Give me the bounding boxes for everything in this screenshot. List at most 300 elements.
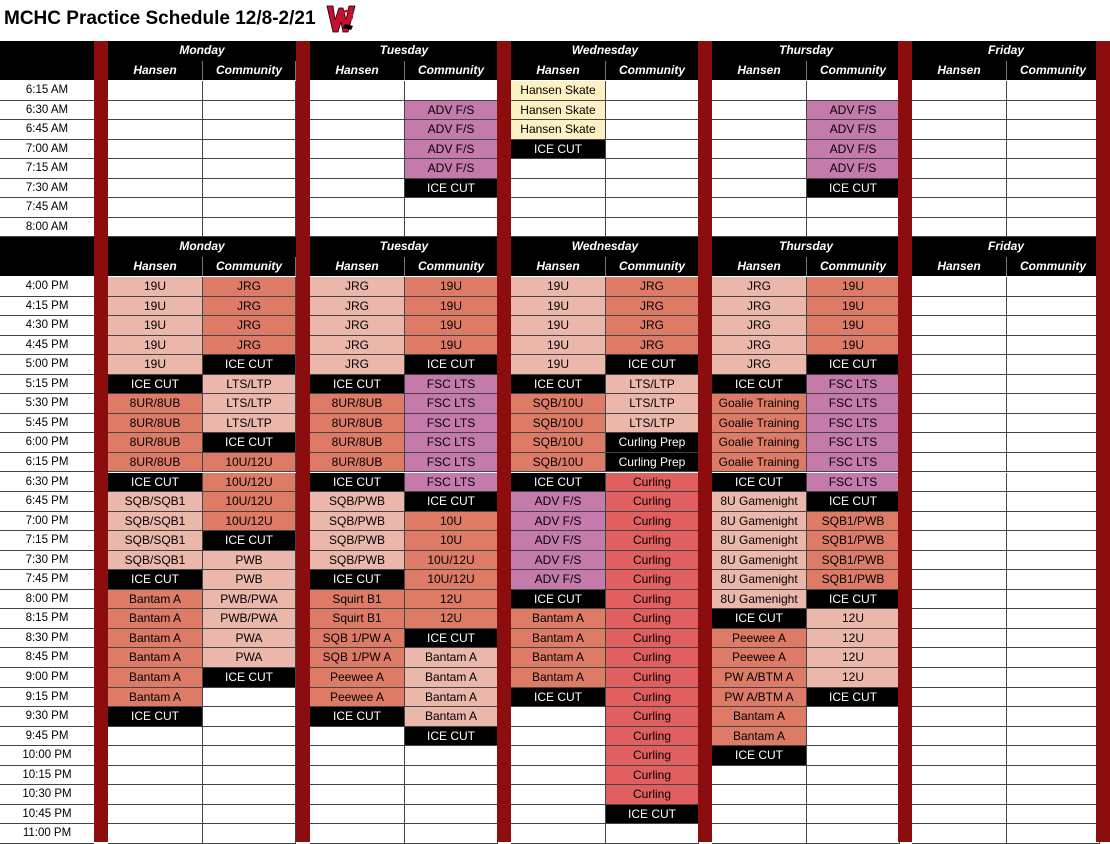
schedule-slot: 10U/12U [405,551,498,571]
day-header-thursday: Thursday [712,237,900,257]
empty-slot [606,198,699,218]
time-label: 7:00 PM [0,512,94,532]
empty-slot [912,707,1007,727]
schedule-slot: Bantam A [405,707,498,727]
empty-slot [1007,179,1100,199]
empty-slot [912,355,1007,375]
empty-slot [203,746,296,766]
schedule-slot: 19U [511,277,606,297]
time-label: 7:15 AM [0,159,94,179]
empty-slot [912,766,1007,786]
empty-slot [1007,355,1100,375]
schedule-slot: Curling [606,609,699,629]
empty-slot [405,824,498,844]
empty-slot [310,159,405,179]
empty-slot [1007,375,1100,395]
schedule-slot: ICE CUT [511,590,606,610]
time-label: 5:00 PM [0,355,94,375]
rink-header-community: Community [405,257,498,276]
day-header-friday: Friday [912,41,1100,61]
day-separator [94,41,108,842]
schedule-slot: 19U [108,336,203,356]
empty-slot [807,218,900,238]
schedule-slot: Curling [606,707,699,727]
schedule-slot: Curling Prep [606,433,699,453]
schedule-slot: 19U [511,336,606,356]
schedule-slot: Curling [606,590,699,610]
empty-slot [511,179,606,199]
empty-slot [108,746,203,766]
schedule-slot: JRG [310,336,405,356]
day-separator [898,41,912,842]
schedule-slot: ADV F/S [405,159,498,179]
empty-slot [405,805,498,825]
empty-slot [912,609,1007,629]
empty-slot [405,81,498,101]
rink-header-hansen: Hansen [108,257,203,276]
schedule-slot: SQB1/PWB [807,551,900,571]
schedule-slot: SQB/10U [511,433,606,453]
time-label: 9:30 PM [0,707,94,727]
empty-slot [912,727,1007,747]
schedule-slot: ICE CUT [203,531,296,551]
empty-slot [912,179,1007,199]
schedule-slot: LTS/LTP [203,375,296,395]
schedule-slot: 10U/12U [203,512,296,532]
schedule-slot: 8U Gamenight [712,531,807,551]
empty-slot [912,746,1007,766]
schedule-slot: ADV F/S [807,101,900,121]
empty-slot [310,766,405,786]
schedule-slot: Curling [606,492,699,512]
schedule-slot: 8U Gamenight [712,492,807,512]
schedule-slot: SQB/PWB [310,512,405,532]
schedule-slot: ICE CUT [405,179,498,199]
schedule-slot: Bantam A [108,629,203,649]
schedule-slot: 19U [511,297,606,317]
schedule-slot: ICE CUT [108,473,203,493]
schedule-slot: ICE CUT [310,375,405,395]
empty-slot [203,179,296,199]
empty-slot [912,531,1007,551]
empty-slot [606,218,699,238]
schedule-slot: 8UR/8UB [108,414,203,434]
empty-slot [912,805,1007,825]
schedule-slot: 12U [405,590,498,610]
time-label: 4:30 PM [0,316,94,336]
empty-slot [310,785,405,805]
empty-slot [912,394,1007,414]
empty-slot [108,159,203,179]
schedule-slot: SQB/10U [511,394,606,414]
schedule-slot: 8UR/8UB [108,433,203,453]
time-label: 6:45 PM [0,492,94,512]
empty-slot [712,198,807,218]
schedule-slot: FSC LTS [405,453,498,473]
time-label: 6:30 PM [0,473,94,493]
empty-slot [912,512,1007,532]
empty-slot [1007,414,1100,434]
time-label: 10:00 PM [0,746,94,766]
empty-slot [310,140,405,160]
empty-slot [606,140,699,160]
empty-slot [712,766,807,786]
schedule-slot: ICE CUT [405,355,498,375]
schedule-slot: Bantam A [511,629,606,649]
schedule-slot: SQB/PWB [310,492,405,512]
empty-slot [606,120,699,140]
schedule-slot: Bantam A [108,688,203,708]
empty-slot [1007,727,1100,747]
schedule-slot: Bantam A [712,727,807,747]
schedule-slot: SQB/PWB [310,531,405,551]
empty-slot [108,198,203,218]
day-separator [698,41,712,842]
empty-slot [511,805,606,825]
schedule-slot: SQB/PWB [310,551,405,571]
empty-slot [108,140,203,160]
schedule-slot: JRG [712,277,807,297]
rink-header-community: Community [606,257,699,276]
empty-slot [912,433,1007,453]
empty-slot [606,81,699,101]
schedule-slot: Curling [606,746,699,766]
schedule-slot: Goalie Training [712,414,807,434]
schedule-slot: ICE CUT [310,570,405,590]
schedule-slot: Peewee A [712,629,807,649]
schedule-slot: Hansen Skate [511,101,606,121]
empty-slot [203,218,296,238]
empty-slot [1007,648,1100,668]
empty-slot [1007,297,1100,317]
empty-slot [1007,81,1100,101]
empty-slot [108,824,203,844]
empty-slot [405,766,498,786]
rink-header-hansen: Hansen [712,257,807,276]
schedule-slot: Bantam A [405,648,498,668]
rink-header-community: Community [203,257,296,276]
schedule-slot: SQB/10U [511,414,606,434]
schedule-slot: Peewee A [310,688,405,708]
schedule-slot: Curling [606,688,699,708]
empty-slot [203,727,296,747]
empty-slot [511,727,606,747]
schedule-slot: ICE CUT [712,473,807,493]
schedule-slot: 12U [807,629,900,649]
rink-header-community: Community [807,257,900,276]
empty-slot [108,766,203,786]
schedule-slot: 19U [511,355,606,375]
empty-slot [310,101,405,121]
schedule-slot: JRG [203,297,296,317]
schedule-slot: Bantam A [108,590,203,610]
schedule-slot: 8U Gamenight [712,590,807,610]
empty-slot [310,81,405,101]
empty-slot [203,140,296,160]
empty-slot [1007,433,1100,453]
schedule-slot: SQB/SQB1 [108,492,203,512]
day-separator [497,41,511,842]
empty-slot [912,120,1007,140]
empty-slot [511,746,606,766]
schedule-slot: ICE CUT [108,707,203,727]
schedule-slot: 12U [807,609,900,629]
schedule-slot: SQB/SQB1 [108,512,203,532]
schedule-slot: ICE CUT [310,473,405,493]
schedule-slot: ADV F/S [511,531,606,551]
empty-slot [511,766,606,786]
empty-slot [912,824,1007,844]
time-label: 8:00 PM [0,590,94,610]
empty-slot [203,707,296,727]
day-header-wednesday: Wednesday [511,41,699,61]
empty-slot [203,81,296,101]
schedule-slot: JRG [310,277,405,297]
schedule-slot: 8U Gamenight [712,551,807,571]
rink-header-hansen: Hansen [511,61,606,80]
schedule-slot: JRG [606,297,699,317]
schedule-slot: Bantam A [712,707,807,727]
schedule-slot: Curling [606,785,699,805]
rink-header-hansen: Hansen [108,61,203,80]
time-label: 10:30 PM [0,785,94,805]
empty-slot [1007,218,1100,238]
time-label: 5:15 PM [0,375,94,395]
empty-slot [1007,668,1100,688]
schedule-slot: FSC LTS [807,453,900,473]
schedule-slot: ADV F/S [807,120,900,140]
schedule-slot: Curling Prep [606,453,699,473]
schedule-slot: 19U [807,277,900,297]
empty-slot [912,297,1007,317]
schedule-slot: 10U [405,512,498,532]
empty-slot [203,766,296,786]
empty-slot [1007,453,1100,473]
schedule-slot: PWB/PWA [203,609,296,629]
empty-slot [1007,551,1100,571]
empty-slot [511,159,606,179]
day-separator [296,41,310,842]
empty-slot [203,120,296,140]
empty-slot [310,179,405,199]
rink-header-hansen: Hansen [310,61,405,80]
empty-slot [203,824,296,844]
empty-slot [912,785,1007,805]
empty-slot [108,81,203,101]
schedule-slot: 12U [807,648,900,668]
empty-slot [1007,277,1100,297]
schedule-slot: ICE CUT [712,746,807,766]
schedule-slot: ICE CUT [807,179,900,199]
schedule-slot: PWA [203,648,296,668]
schedule-slot: Curling [606,570,699,590]
schedule-slot: JRG [203,336,296,356]
empty-slot [1007,629,1100,649]
empty-slot [912,551,1007,571]
day-header-friday: Friday [912,237,1100,257]
empty-slot [912,414,1007,434]
schedule-slot: JRG [712,316,807,336]
schedule-slot: Curling [606,512,699,532]
schedule-slot: Curling [606,648,699,668]
schedule-slot: 19U [807,336,900,356]
time-label: 10:45 PM [0,805,94,825]
schedule-slot: ICE CUT [310,707,405,727]
empty-slot [1007,512,1100,532]
schedule-slot: Goalie Training [712,394,807,414]
schedule-slot: FSC LTS [405,375,498,395]
schedule-slot: 8U Gamenight [712,570,807,590]
empty-slot [203,785,296,805]
time-label: 11:00 PM [0,824,94,844]
empty-slot [310,120,405,140]
rink-header-community: Community [807,61,900,80]
time-label: 7:45 AM [0,198,94,218]
empty-slot [712,140,807,160]
empty-slot [807,746,900,766]
time-label: 5:30 PM [0,394,94,414]
empty-slot [712,785,807,805]
schedule-slot: ADV F/S [807,140,900,160]
empty-slot [203,198,296,218]
schedule-slot: 8UR/8UB [310,453,405,473]
schedule-slot: 8U Gamenight [712,512,807,532]
empty-slot [807,81,900,101]
empty-slot [606,159,699,179]
empty-slot [203,805,296,825]
schedule-slot: 19U [108,277,203,297]
empty-slot [912,473,1007,493]
schedule-slot: JRG [310,316,405,336]
empty-slot [310,727,405,747]
empty-slot [203,159,296,179]
schedule-slot: 19U [807,316,900,336]
empty-slot [405,746,498,766]
schedule-slot: PW A/BTM A [712,668,807,688]
schedule-slot: SQB/10U [511,453,606,473]
schedule-slot: ICE CUT [606,805,699,825]
empty-slot [1007,590,1100,610]
schedule-slot: JRG [712,355,807,375]
rink-header-hansen: Hansen [912,61,1007,80]
day-header-monday: Monday [108,41,296,61]
day-header-tuesday: Tuesday [310,41,498,61]
schedule-slot: Bantam A [511,609,606,629]
empty-slot [807,727,900,747]
empty-slot [1007,140,1100,160]
empty-slot [912,336,1007,356]
schedule-slot: JRG [203,277,296,297]
empty-slot [1007,688,1100,708]
schedule-slot: 19U [511,316,606,336]
empty-slot [912,453,1007,473]
schedule-slot: Peewee A [310,668,405,688]
schedule-slot: ICE CUT [108,375,203,395]
empty-slot [310,218,405,238]
schedule-slot: Bantam A [405,688,498,708]
empty-slot [108,120,203,140]
empty-slot [108,179,203,199]
schedule-slot: Curling [606,727,699,747]
schedule-slot: ADV F/S [405,101,498,121]
time-label: 8:45 PM [0,648,94,668]
time-label: 5:45 PM [0,414,94,434]
empty-slot [912,590,1007,610]
empty-slot [1007,198,1100,218]
schedule-slot: FSC LTS [807,473,900,493]
empty-slot [511,824,606,844]
schedule-slot: 19U [108,297,203,317]
schedule-slot: ICE CUT [203,433,296,453]
schedule-slot: 19U [108,316,203,336]
rink-header-community: Community [1007,61,1100,80]
time-label: 9:00 PM [0,668,94,688]
empty-slot [310,746,405,766]
empty-slot [108,218,203,238]
rink-header-hansen: Hansen [310,257,405,276]
schedule-slot: 19U [405,277,498,297]
schedule-slot: PWA [203,629,296,649]
schedule-slot: FSC LTS [405,473,498,493]
schedule-slot: Hansen Skate [511,120,606,140]
empty-slot [807,824,900,844]
schedule-slot: ADV F/S [511,551,606,571]
schedule-slot: 8UR/8UB [108,453,203,473]
empty-slot [108,727,203,747]
schedule-slot: 10U/12U [203,453,296,473]
schedule-slot: Squirt B1 [310,590,405,610]
empty-slot [511,198,606,218]
empty-slot [1007,316,1100,336]
schedule-slot: Curling [606,629,699,649]
schedule-slot: SQB/SQB1 [108,531,203,551]
empty-slot [712,824,807,844]
empty-slot [912,668,1007,688]
schedule-slot: ADV F/S [405,140,498,160]
schedule-slot: FSC LTS [405,414,498,434]
schedule-slot: FSC LTS [807,414,900,434]
empty-slot [405,785,498,805]
schedule-slot: LTS/LTP [203,414,296,434]
schedule-slot: ICE CUT [511,473,606,493]
time-label: 6:45 AM [0,120,94,140]
schedule-slot: JRG [606,277,699,297]
rink-header-community: Community [606,61,699,80]
time-label: 4:00 PM [0,277,94,297]
schedule-slot: Bantam A [108,609,203,629]
empty-slot [912,688,1007,708]
schedule-slot: Bantam A [405,668,498,688]
empty-slot [712,101,807,121]
schedule-slot: JRG [310,355,405,375]
empty-slot [912,277,1007,297]
empty-slot [511,218,606,238]
empty-slot [1007,473,1100,493]
rink-header-hansen: Hansen [511,257,606,276]
empty-slot [807,198,900,218]
empty-slot [1007,394,1100,414]
schedule-slot: 19U [405,297,498,317]
empty-slot [108,101,203,121]
schedule-slot: ICE CUT [405,629,498,649]
empty-slot [807,766,900,786]
schedule-slot: SQB/SQB1 [108,551,203,571]
empty-slot [912,81,1007,101]
schedule-slot: ICE CUT [606,355,699,375]
time-label: 7:15 PM [0,531,94,551]
schedule-slot: JRG [310,297,405,317]
empty-slot [511,785,606,805]
